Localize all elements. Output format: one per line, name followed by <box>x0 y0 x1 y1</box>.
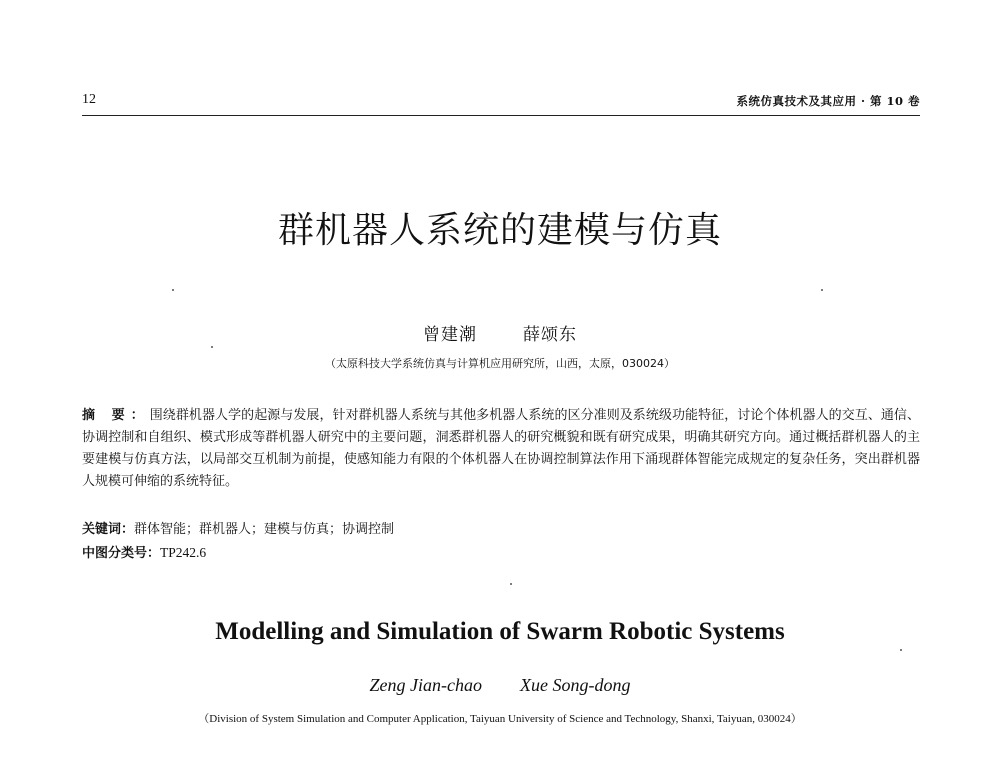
keywords-text: 群体智能；群机器人；建模与仿真；协调控制 <box>134 522 395 537</box>
authors-english <box>0 675 1000 696</box>
scan-speck <box>900 649 902 651</box>
scan-speck <box>172 289 174 291</box>
scan-speck <box>510 583 512 585</box>
scan-speck <box>211 346 213 348</box>
keywords-label: 关键词： <box>82 522 135 537</box>
affiliation-chinese: （太原科技大学系统仿真与计算机应用研究所，山西，太原，030024） <box>325 357 675 370</box>
abstract-text: 围绕群机器人学的起源与发展，针对群机器人系统与其他多机器人系统的区分准则及系统级功能特征，讨论个体机器人的交互、通信、协调控制和自组织、模式形成等群机器人研究中的主要问题，洞悉群机器人的研究概貌和既有研究成果，明确其研究方向。通过概括群机器人的主要建模与仿真方法，以局部交互机制为前提，使感知能力有限的个体机器人在协调控制算法作用下涌现群体智能完成规定的复杂任务，突出群机器人规模可伸缩的系统特征。 <box>82 408 920 489</box>
abstract-chinese <box>82 405 920 493</box>
classification-label: 中图分类号： <box>82 546 161 561</box>
journal-name: 系统仿真技术及其应用 · 第 10 卷 <box>736 94 920 108</box>
keywords-chinese <box>82 519 920 541</box>
authors-chinese <box>0 320 1000 345</box>
author-name-english: Zeng Jian-chao <box>369 675 482 695</box>
scan-speck <box>821 289 823 291</box>
author-name-english: Xue Song-dong <box>520 675 631 695</box>
paper-title-chinese: 群机器人系统的建模与仿真 <box>277 210 722 251</box>
paper-title-english: Modelling and Simulation of Swarm Robotic Systems <box>215 618 785 645</box>
classification-value: TP242.6 <box>160 545 207 560</box>
abstract-label: 摘 要： <box>82 408 150 423</box>
header-rule <box>82 115 920 116</box>
page-number: 12 <box>82 92 96 107</box>
running-header <box>82 92 920 114</box>
classification-line <box>82 542 920 565</box>
author-name: 曾建潮 <box>423 325 477 345</box>
affiliation-english: （Division of System Simulation and Computer Application, Taiyuan University of Science and Technology, Shanxi, Taiyuan, 030024） <box>198 713 802 725</box>
author-name: 薛颂东 <box>523 325 577 345</box>
